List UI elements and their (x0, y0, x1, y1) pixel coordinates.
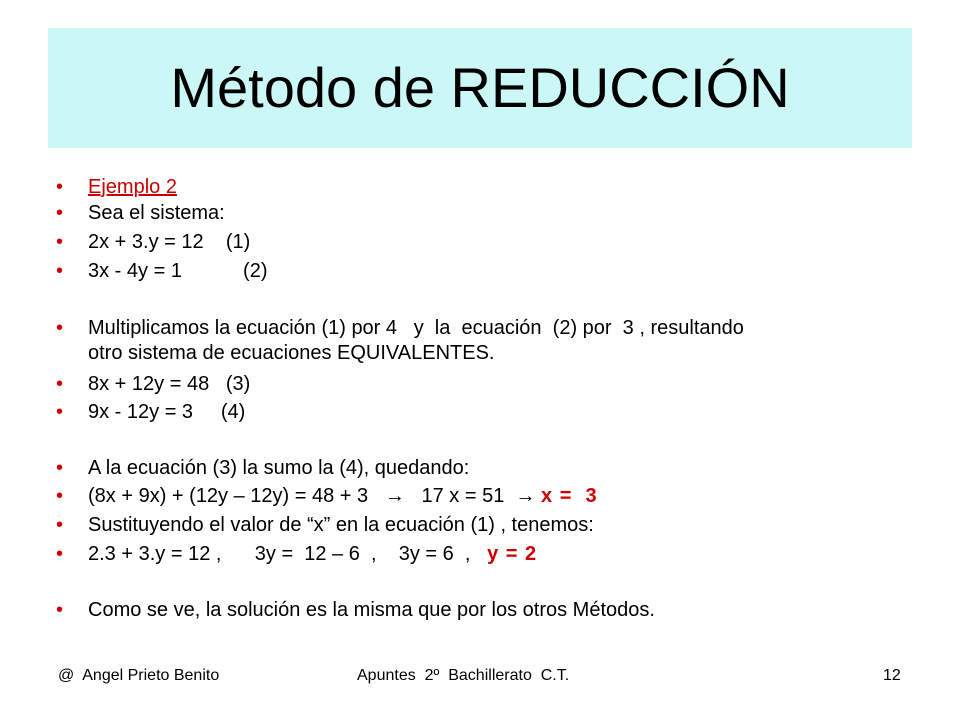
bullet-icon (56, 399, 72, 425)
footer-course: Apuntes 2º Bachillerato C.T. (357, 667, 570, 684)
footer-page-number: 12 (883, 667, 901, 684)
list-item-text: Sea el sistema: (88, 202, 225, 224)
bullet-icon (56, 371, 72, 397)
list-item-text-line1: Multiplicamos la ecuación (1) por 4 y la ecuación (2) por 3 , resultando (88, 317, 744, 339)
list-item-text: Sustituyendo el valor de “x” en la ecuación (1) , tenemos: (88, 514, 594, 536)
example-link[interactable]: Ejemplo 2 (88, 176, 177, 198)
bullet-icon (56, 174, 72, 200)
sum-result: 17 x = 51 (404, 485, 516, 507)
substitution-steps: 2.3 + 3.y = 12 , 3y = 12 – 6 , 3y = 6 , (88, 543, 488, 565)
sum-expression: (8x + 9x) + (12y – 12y) = 48 + 3 (88, 485, 385, 507)
bullet-icon (56, 541, 72, 567)
list-item (56, 315, 744, 367)
list-item (56, 200, 225, 226)
list-item (56, 399, 246, 425)
equation-1: 2x + 3.y = 12 (1) (88, 231, 251, 253)
list-item (56, 541, 538, 567)
bullet-icon (56, 483, 72, 509)
bullet-icon (56, 315, 72, 341)
equation-2: 3x - 4y = 1 (2) (88, 260, 268, 282)
list-item (56, 258, 268, 284)
list-item (56, 512, 594, 538)
substitution-equation (88, 541, 537, 567)
list-item (56, 371, 251, 397)
bullet-icon (56, 512, 72, 538)
solution-x: x = 3 (541, 485, 598, 507)
slide-title: Método de REDUCCIÓN (170, 56, 790, 119)
sum-equation (88, 483, 598, 509)
solution-y: y = 2 (487, 543, 538, 565)
list-item (56, 483, 598, 509)
bullet-icon (56, 455, 72, 481)
list-item (56, 597, 655, 623)
bullet-icon (56, 597, 72, 623)
title-box (48, 28, 912, 148)
arrow-right-icon: → (515, 485, 536, 507)
conclusion-text: Como se ve, la solución es la misma que por los otros Métodos. (88, 599, 655, 621)
footer-author: @ Angel Prieto Benito (58, 667, 220, 684)
list-item (56, 455, 470, 481)
bullet-icon (56, 229, 72, 255)
equation-3: 8x + 12y = 48 (3) (88, 373, 251, 395)
list-item-text-line2: otro sistema de ecuaciones EQUIVALENTES. (88, 342, 495, 364)
equation-4: 9x - 12y = 3 (4) (88, 401, 246, 423)
bullet-icon (56, 200, 72, 226)
bullet-icon (56, 258, 72, 284)
arrow-right-icon: → (384, 485, 405, 507)
list-item-text: A la ecuación (3) la sumo la (4), quedando: (88, 457, 470, 479)
list-item-example (56, 174, 177, 200)
list-item (56, 229, 251, 255)
